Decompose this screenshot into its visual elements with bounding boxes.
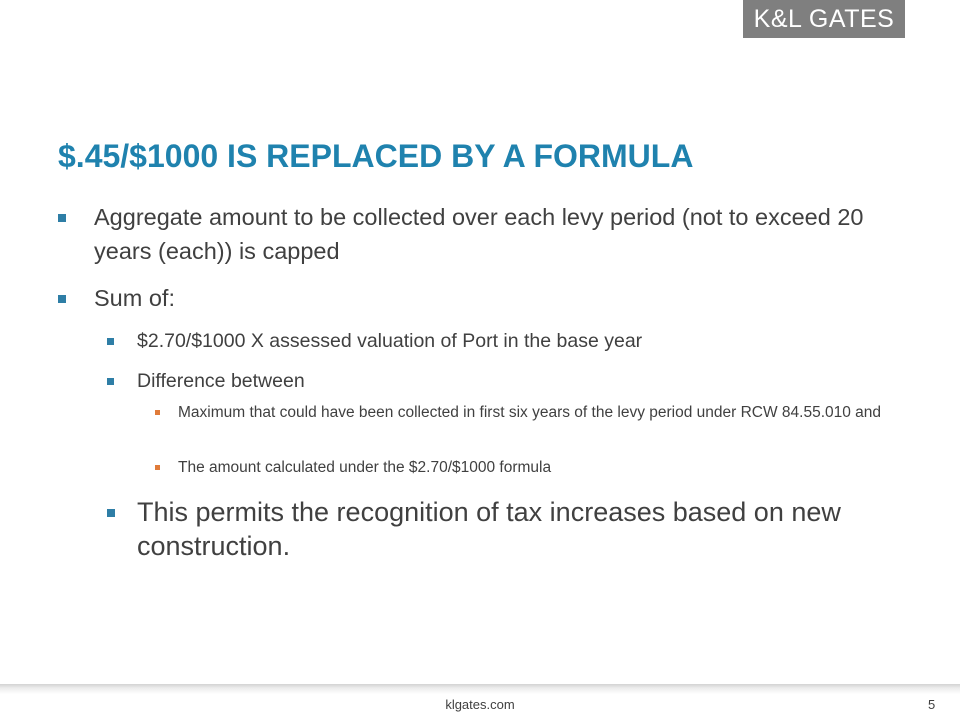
- page-number: 5: [928, 697, 936, 712]
- bullet-text: Difference between: [137, 370, 305, 392]
- bullet-aggregate-amount: [58, 200, 888, 268]
- bullet-sum-of: [58, 281, 888, 315]
- bullet-text: Maximum that could have been collected in first six years of the levy period under RCW 84.55.010 and: [178, 404, 882, 421]
- sub-sub-bullet-amount-calculated: [155, 457, 905, 479]
- small-square-bullet-icon: [155, 410, 160, 415]
- sub-bullet-new-construction: [107, 495, 897, 563]
- small-square-bullet-icon: [155, 465, 160, 470]
- bullet-text: $2.70/$1000 X assessed valuation of Port in the base year: [137, 330, 643, 352]
- slide-title: $.45/$1000 IS REPLACED BY A FORMULA: [58, 138, 694, 174]
- square-bullet-icon: [107, 338, 114, 345]
- square-bullet-icon: [107, 378, 114, 385]
- sub-bullet-difference-between: [107, 367, 897, 395]
- sub-bullet-base-valuation: [107, 327, 897, 355]
- square-bullet-icon: [58, 295, 66, 303]
- square-bullet-icon: [58, 214, 66, 222]
- square-bullet-icon: [107, 509, 115, 517]
- company-logo-text: K&L GATES: [753, 5, 895, 33]
- bullet-text: Sum of:: [94, 285, 175, 311]
- sub-sub-bullet-maximum: [155, 402, 905, 424]
- bullet-text: Aggregate amount to be collected over each levy period (not to exceed 20 years (each)) is capped: [94, 204, 864, 264]
- bullet-text: This permits the recognition of tax increases based on new construction.: [137, 497, 841, 561]
- company-logo: [743, 0, 905, 38]
- footer-website: klgates.com: [445, 697, 515, 712]
- bullet-text: The amount calculated under the $2.70/$1000 formula: [178, 459, 552, 476]
